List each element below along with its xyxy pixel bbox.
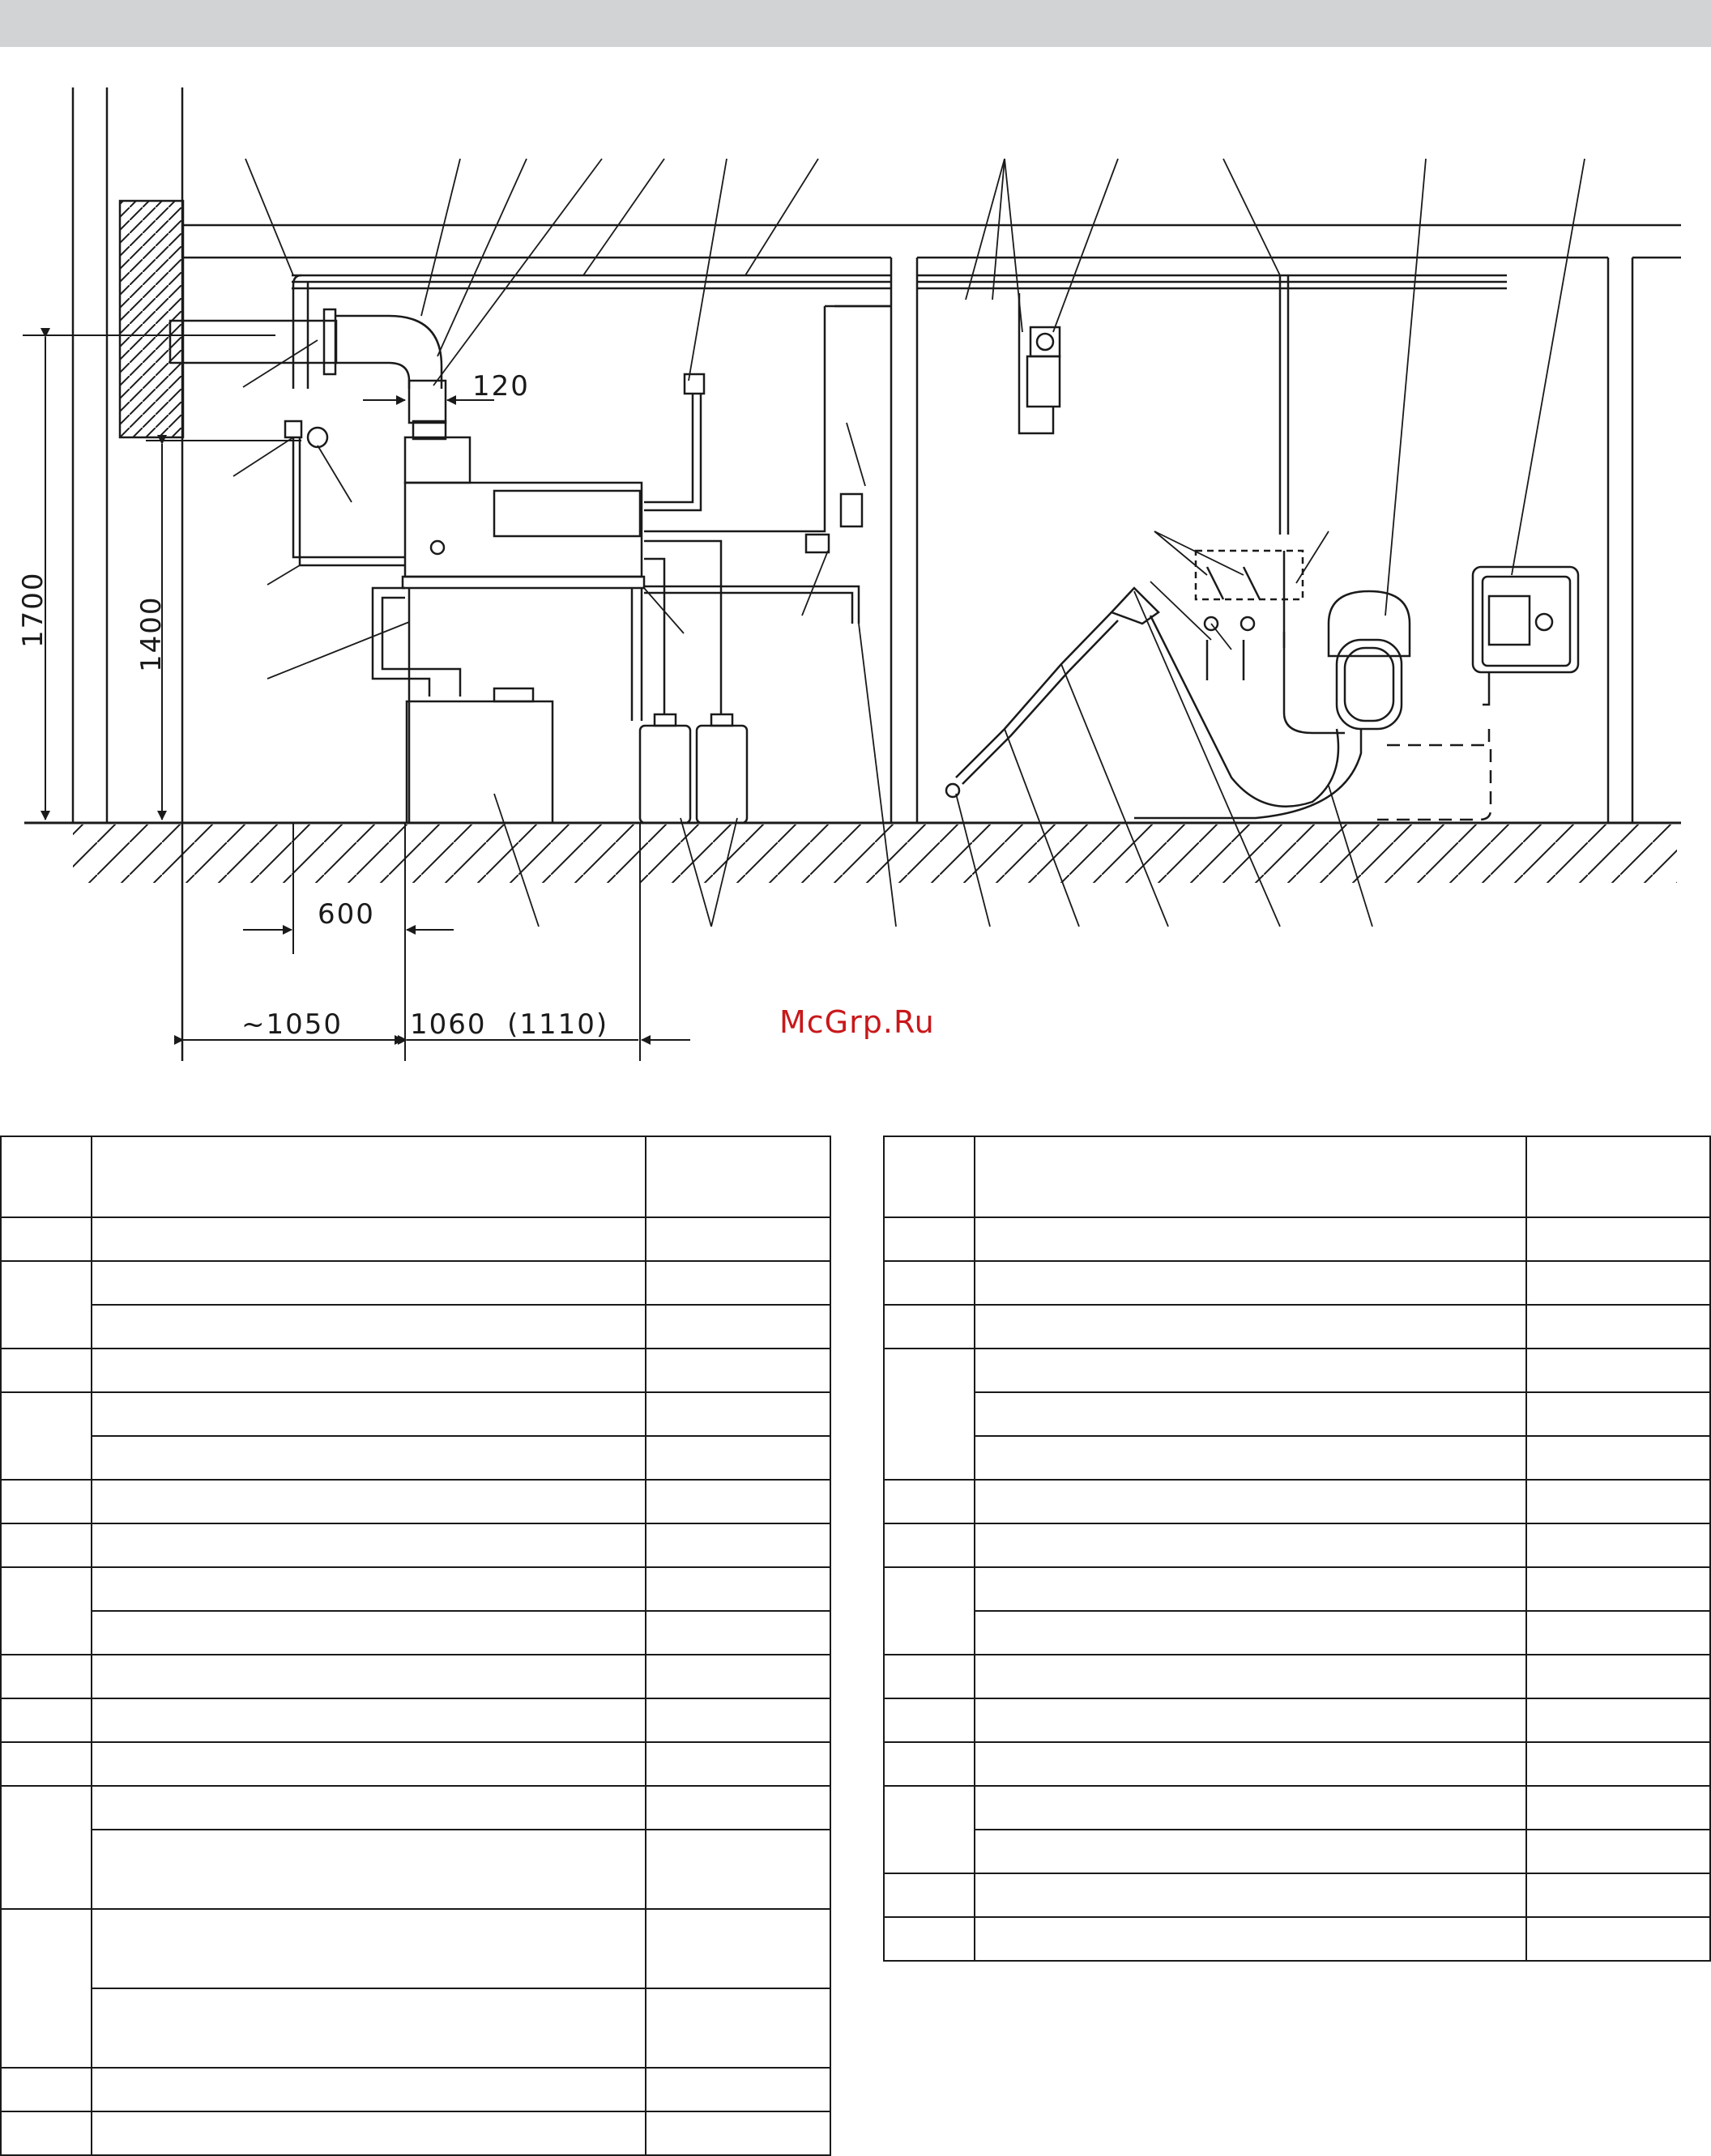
table-row	[884, 1217, 1710, 1261]
table-cell-part-no	[1526, 1217, 1710, 1261]
table-cell-number	[1, 1523, 92, 1567]
table-cell-part-no	[1526, 1305, 1710, 1349]
table-row	[1, 1392, 830, 1436]
table-cell-description	[975, 1698, 1526, 1742]
table-cell-number	[884, 1655, 975, 1698]
table-cell-number	[884, 1305, 975, 1349]
table-cell-number	[1, 1349, 92, 1392]
table-cell-number	[884, 1136, 975, 1217]
table-row	[1, 1217, 830, 1261]
table-cell-description	[92, 2068, 646, 2111]
table-row	[884, 1261, 1710, 1305]
table-cell-description	[92, 1349, 646, 1392]
table-cell-part-no	[646, 1436, 830, 1480]
table-cell-part-no	[646, 1217, 830, 1261]
left-wall	[73, 87, 183, 1061]
table-cell-part-no	[1526, 1349, 1710, 1392]
table-cell-description	[92, 1217, 646, 1261]
table-cell-part-no	[646, 1698, 830, 1742]
dim-1050: ~1050	[241, 1008, 343, 1041]
table-cell-description	[975, 1261, 1526, 1305]
table-cell-number	[1, 1655, 92, 1698]
table-row	[1, 1611, 830, 1655]
table-row	[1, 1655, 830, 1698]
table-cell-part-no	[1526, 1742, 1710, 1786]
table-row	[884, 1480, 1710, 1523]
table-cell-description	[975, 1917, 1526, 1961]
watermark-text: McGrp.Ru	[779, 1004, 935, 1040]
parts-table-right	[883, 1136, 1711, 1962]
table-cell-number	[1, 1567, 92, 1655]
table-cell-number	[1, 2111, 92, 2155]
fuel-tank	[373, 588, 553, 823]
table-cell-part-no	[1526, 1480, 1710, 1523]
table-cell-number	[884, 1786, 975, 1873]
table-cell-description	[975, 1217, 1526, 1261]
floor	[24, 823, 1681, 883]
table-cell-description	[975, 1742, 1526, 1786]
table-row	[1, 2111, 830, 2155]
table-cell-description	[975, 1436, 1526, 1480]
hose-reel	[1134, 591, 1410, 818]
table-cell-number	[1, 1909, 92, 2068]
table-cell-part-no	[646, 1742, 830, 1786]
table-row	[1, 1786, 830, 1830]
table-cell-part-no	[1526, 1261, 1710, 1305]
table-row	[884, 1786, 1710, 1830]
table-cell-part-no	[646, 1655, 830, 1698]
controller-box-wall	[1019, 293, 1060, 433]
table-cell-description	[92, 1611, 646, 1655]
table-row	[884, 1567, 1710, 1611]
table-row	[1, 1261, 830, 1305]
table-cell-number	[884, 1873, 975, 1917]
table-cell-description	[92, 1136, 646, 1217]
table-cell-description	[975, 1136, 1526, 1217]
table-cell-part-no	[1526, 1436, 1710, 1480]
table-cell-description	[92, 1567, 646, 1611]
table-cell-description	[975, 1655, 1526, 1698]
table-cell-part-no	[646, 1480, 830, 1523]
table-row	[1, 1349, 830, 1392]
table-row	[884, 1873, 1710, 1917]
table-row	[1, 1567, 830, 1611]
table-row	[884, 1611, 1710, 1655]
table-cell-description	[92, 1742, 646, 1786]
table-row	[884, 1305, 1710, 1349]
table-cell-number	[1, 1786, 92, 1909]
table-cell-description	[92, 1523, 646, 1567]
table-cell-description	[92, 1261, 646, 1305]
table-row	[1, 1909, 830, 1988]
installation-diagram	[0, 47, 1711, 1092]
table-row	[884, 1742, 1710, 1786]
table-cell-part-no	[1526, 1873, 1710, 1917]
table-cell-description	[92, 1909, 646, 1988]
table-cell-description	[975, 1830, 1526, 1873]
table-cell-description	[975, 1349, 1526, 1392]
table-cell-part-no	[646, 2068, 830, 2111]
table-cell-part-no	[1526, 1698, 1710, 1742]
table-cell-description	[92, 1830, 646, 1909]
table-cell-part-no	[646, 1305, 830, 1349]
table-cell-part-no	[646, 1611, 830, 1655]
dim-600: 600	[318, 898, 375, 931]
table-row	[884, 1917, 1710, 1961]
dim-1700: 1700	[17, 571, 49, 648]
dim-1060: 1060 (1110)	[410, 1008, 609, 1041]
table-cell-number	[884, 1917, 975, 1961]
table-cell-part-no	[646, 1136, 830, 1217]
leader-lines	[233, 159, 1585, 927]
ceiling-pipes	[292, 275, 1507, 535]
table-cell-part-no	[646, 1988, 830, 2068]
table-cell-part-no	[646, 1786, 830, 1830]
electrical-box	[1377, 567, 1578, 820]
table-cell-description	[92, 1392, 646, 1436]
table-cell-description	[975, 1305, 1526, 1349]
table-cell-number	[884, 1480, 975, 1523]
washer-unit	[403, 437, 644, 823]
table-cell-number	[1, 2068, 92, 2111]
table-row	[1, 1436, 830, 1480]
table-cell-description	[92, 1436, 646, 1480]
table-cell-part-no	[1526, 1611, 1710, 1655]
table-row	[1, 1523, 830, 1567]
table-cell-number	[884, 1349, 975, 1480]
table-cell-part-no	[646, 2111, 830, 2155]
table-header-row	[884, 1136, 1710, 1217]
table-cell-number	[1, 1480, 92, 1523]
table-row	[1, 1742, 830, 1786]
table-row	[884, 1698, 1710, 1742]
table-cell-part-no	[1526, 1136, 1710, 1217]
table-cell-part-no	[1526, 1655, 1710, 1698]
table-cell-number	[884, 1567, 975, 1655]
table-cell-part-no	[1526, 1392, 1710, 1436]
table-cell-description	[92, 1480, 646, 1523]
water-supply-center	[644, 306, 891, 624]
table-header-row	[1, 1136, 830, 1217]
spray-gun	[946, 588, 1338, 807]
water-supply-left	[285, 421, 405, 565]
header-bar	[0, 0, 1711, 47]
table-cell-part-no	[646, 1909, 830, 1988]
table-cell-part-no	[1526, 1786, 1710, 1830]
table-cell-part-no	[646, 1830, 830, 1909]
table-cell-description	[92, 1988, 646, 2068]
table-cell-description	[92, 1655, 646, 1698]
table-cell-number	[884, 1698, 975, 1742]
table-cell-number	[1, 1261, 92, 1349]
table-cell-part-no	[646, 1261, 830, 1305]
table-cell-number	[884, 1261, 975, 1305]
table-cell-number	[1, 1742, 92, 1786]
table-cell-description	[975, 1523, 1526, 1567]
table-cell-number	[884, 1742, 975, 1786]
table-row	[884, 1830, 1710, 1873]
table-cell-part-no	[1526, 1830, 1710, 1873]
table-cell-part-no	[1526, 1917, 1710, 1961]
table-row	[884, 1436, 1710, 1480]
table-row	[1, 1480, 830, 1523]
table-cell-description	[975, 1480, 1526, 1523]
dim-1400: 1400	[135, 595, 168, 672]
table-cell-part-no	[646, 1523, 830, 1567]
table-row	[884, 1523, 1710, 1567]
table-cell-description	[975, 1392, 1526, 1436]
table-cell-number	[884, 1217, 975, 1261]
table-cell-part-no	[1526, 1567, 1710, 1611]
parts-table-left	[0, 1136, 831, 2156]
table-cell-number	[1, 1217, 92, 1261]
dim-120: 120	[472, 370, 530, 403]
dimension-lines	[23, 335, 690, 1061]
table-cell-description	[975, 1873, 1526, 1917]
table-row	[1, 1988, 830, 2068]
table-cell-number	[1, 1392, 92, 1480]
table-row	[884, 1655, 1710, 1698]
table-cell-number	[1, 1698, 92, 1742]
table-cell-description	[92, 1305, 646, 1349]
table-row	[1, 1830, 830, 1909]
table-cell-description	[92, 1786, 646, 1830]
table-cell-description	[92, 1698, 646, 1742]
table-cell-number	[1, 1136, 92, 1217]
table-cell-description	[92, 2111, 646, 2155]
table-cell-part-no	[1526, 1523, 1710, 1567]
table-row	[1, 1305, 830, 1349]
table-row	[884, 1349, 1710, 1392]
table-row	[884, 1392, 1710, 1436]
table-cell-description	[975, 1611, 1526, 1655]
table-row	[1, 1698, 830, 1742]
valve-group	[1196, 551, 1345, 733]
table-cell-part-no	[646, 1349, 830, 1392]
table-cell-part-no	[646, 1567, 830, 1611]
table-cell-number	[884, 1523, 975, 1567]
table-cell-description	[975, 1786, 1526, 1830]
table-cell-description	[975, 1567, 1526, 1611]
table-row	[1, 2068, 830, 2111]
table-cell-part-no	[646, 1392, 830, 1436]
detergent-canisters	[640, 541, 747, 823]
